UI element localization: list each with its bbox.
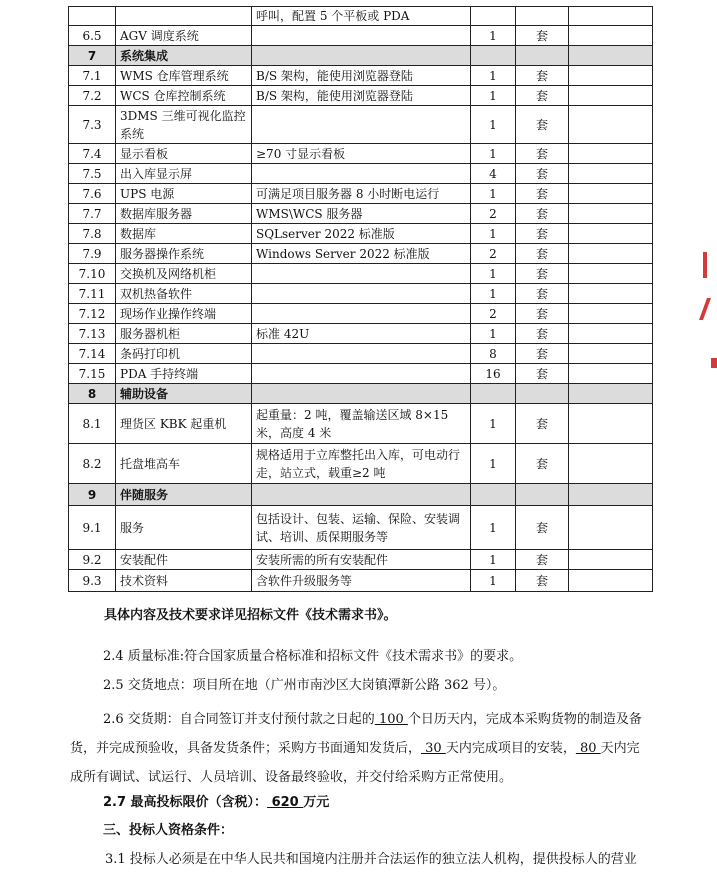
row-spec [252, 26, 471, 46]
row-qty: 2 [471, 304, 516, 324]
paragraph-2-6 [70, 705, 646, 792]
row-name: 数据库服务器 [116, 204, 252, 224]
row-spec: 起重量：2 吨，覆盖输送区域 8×15 米，高度 4 米 [252, 404, 471, 444]
row-qty: 1 [471, 144, 516, 164]
install-days: 30 [421, 741, 446, 756]
row-name: 托盘堆高车 [116, 444, 252, 484]
table-row [69, 550, 653, 570]
row-note [569, 7, 653, 26]
row-note [569, 46, 653, 66]
row-name: 系统集成 [116, 46, 252, 66]
row-number: 8 [69, 384, 116, 404]
table-row [69, 204, 653, 224]
row-unit: 套 [516, 550, 569, 570]
row-note [569, 244, 653, 264]
row-spec [252, 344, 471, 364]
row-qty [471, 7, 516, 26]
row-spec: 规格适用于立库整托出入库，可电动行走，站立式，载重≥2 吨 [252, 444, 471, 484]
row-unit [516, 46, 569, 66]
row-note [569, 204, 653, 224]
table-row [69, 284, 653, 304]
row-note [569, 164, 653, 184]
row-unit: 套 [516, 106, 569, 144]
row-spec [252, 484, 471, 506]
table-row [69, 324, 653, 344]
row-spec: SQLserver 2022 标准版 [252, 224, 471, 244]
row-number: 7.1 [69, 66, 116, 86]
row-unit: 套 [516, 264, 569, 284]
row-number: 9.3 [69, 570, 116, 592]
row-spec: B/S 架构，能使用浏览器登陆 [252, 66, 471, 86]
row-note [569, 570, 653, 592]
table-row [69, 444, 653, 484]
row-qty: 1 [471, 324, 516, 344]
row-name: WMS 仓库管理系统 [116, 66, 252, 86]
row-name: 3DMS 三维可视化监控系统 [116, 106, 252, 144]
p26-part-c: 天内完成项目的安装， [445, 741, 576, 756]
row-name: 辅助设备 [116, 384, 252, 404]
row-name: 服务 [116, 506, 252, 550]
row-spec [252, 164, 471, 184]
row-number: 6.5 [69, 26, 116, 46]
p26-part-a: 2.6 交货期：自合同签订并支付预付款之日起的 [103, 712, 375, 727]
row-name: 交换机及网络机柜 [116, 264, 252, 284]
row-qty: 1 [471, 506, 516, 550]
row-number: 7.6 [69, 184, 116, 204]
row-spec [252, 304, 471, 324]
table-row [69, 144, 653, 164]
table-row [69, 184, 653, 204]
row-number: 7.12 [69, 304, 116, 324]
row-number: 8.1 [69, 404, 116, 444]
row-qty: 1 [471, 570, 516, 592]
row-unit: 套 [516, 164, 569, 184]
table-row [69, 106, 653, 144]
row-unit [516, 384, 569, 404]
row-qty: 16 [471, 364, 516, 384]
seal-fragment-3 [711, 358, 717, 368]
row-unit [516, 7, 569, 26]
seal-fragment-1 [703, 252, 717, 278]
row-qty: 1 [471, 106, 516, 144]
row-number [69, 7, 116, 26]
row-name: 服务器操作系统 [116, 244, 252, 264]
row-unit: 套 [516, 570, 569, 592]
row-spec: 安装所需的所有安装配件 [252, 550, 471, 570]
row-number: 7.7 [69, 204, 116, 224]
row-unit: 套 [516, 204, 569, 224]
row-spec: 可满足项目服务器 8 小时断电运行 [252, 184, 471, 204]
row-name: 安装配件 [116, 550, 252, 570]
row-number: 8.2 [69, 444, 116, 484]
row-unit: 套 [516, 244, 569, 264]
row-name: 数据库 [116, 224, 252, 244]
row-unit: 套 [516, 506, 569, 550]
row-note [569, 224, 653, 244]
row-unit: 套 [516, 284, 569, 304]
row-note [569, 344, 653, 364]
row-number: 7.15 [69, 364, 116, 384]
row-note [569, 404, 653, 444]
row-qty: 1 [471, 284, 516, 304]
row-unit [516, 484, 569, 506]
row-note [569, 444, 653, 484]
row-name: UPS 电源 [116, 184, 252, 204]
row-note [569, 26, 653, 46]
row-spec: B/S 架构，能使用浏览器登陆 [252, 86, 471, 106]
row-spec [252, 284, 471, 304]
row-number: 7.3 [69, 106, 116, 144]
row-note [569, 364, 653, 384]
row-unit: 套 [516, 344, 569, 364]
row-qty: 2 [471, 204, 516, 224]
row-note [569, 506, 653, 550]
row-unit: 套 [516, 224, 569, 244]
row-qty [471, 384, 516, 404]
row-note [569, 86, 653, 106]
row-number: 7.9 [69, 244, 116, 264]
row-number: 7.2 [69, 86, 116, 106]
row-name: PDA 手持终端 [116, 364, 252, 384]
table-row [69, 570, 653, 592]
row-name: 伴随服务 [116, 484, 252, 506]
row-qty: 1 [471, 184, 516, 204]
row-name: 理货区 KBK 起重机 [116, 404, 252, 444]
commission-days: 80 [575, 741, 601, 756]
row-qty [471, 46, 516, 66]
section-row [69, 484, 653, 506]
p26-part-d: 天内完成所有调试、试运行、人员培训、设备最终验收，并交付给采购方正常使用。 [70, 741, 640, 785]
row-qty: 1 [471, 66, 516, 86]
row-unit: 套 [516, 26, 569, 46]
row-unit: 套 [516, 444, 569, 484]
table-row [69, 264, 653, 284]
row-unit: 套 [516, 404, 569, 444]
row-name: 双机热备软件 [116, 284, 252, 304]
table-row [69, 86, 653, 106]
row-note [569, 550, 653, 570]
equipment-spec-table [68, 6, 653, 592]
row-note [569, 264, 653, 284]
row-spec: 含软件升级服务等 [252, 570, 471, 592]
row-qty: 1 [471, 26, 516, 46]
row-number: 7.5 [69, 164, 116, 184]
row-spec: 包括设计、包装、运输、保险、安装调试、培训、质保期服务等 [252, 506, 471, 550]
seal-fragment-2 [699, 298, 717, 320]
row-number: 7.8 [69, 224, 116, 244]
paragraph-2-7 [103, 793, 683, 813]
table-row [69, 7, 653, 26]
row-name: 出入库显示屏 [116, 164, 252, 184]
row-name: AGV 调度系统 [116, 26, 252, 46]
row-spec: Windows Server 2022 标准版 [252, 244, 471, 264]
table-row [69, 344, 653, 364]
row-unit: 套 [516, 364, 569, 384]
row-name: 现场作业操作终端 [116, 304, 252, 324]
row-note [569, 304, 653, 324]
row-spec [252, 106, 471, 144]
section-3-heading: 三、投标人资格条件： [103, 823, 234, 838]
row-note [569, 184, 653, 204]
table-row [69, 26, 653, 46]
row-spec [252, 384, 471, 404]
delivery-days: 100 [374, 712, 408, 727]
row-name: WCS 仓库控制系统 [116, 86, 252, 106]
row-qty: 1 [471, 264, 516, 284]
paragraph-2-4: 2.4 质量标准:符合国家质量合格标准和招标文件《技术需求书》的要求。 [103, 649, 523, 664]
table-row [69, 66, 653, 86]
row-qty: 1 [471, 86, 516, 106]
row-unit: 套 [516, 66, 569, 86]
row-spec: ≥70 寸显示看板 [252, 144, 471, 164]
row-number: 7.11 [69, 284, 116, 304]
table-row [69, 224, 653, 244]
row-spec: 标准 42U [252, 324, 471, 344]
row-unit: 套 [516, 304, 569, 324]
row-number: 9.1 [69, 506, 116, 550]
section-row [69, 384, 653, 404]
row-note [569, 324, 653, 344]
row-note [569, 106, 653, 144]
row-note [569, 384, 653, 404]
row-name: 服务器机柜 [116, 324, 252, 344]
p26-part-b: 个日历天内，完成本采购货物的制造及备货，并完成预验收，具备发货条件；采购方书面通知发货后， [70, 712, 642, 756]
row-number: 9 [69, 484, 116, 506]
row-qty: 4 [471, 164, 516, 184]
row-spec [252, 46, 471, 66]
row-unit: 套 [516, 144, 569, 164]
row-qty: 1 [471, 404, 516, 444]
row-number: 9.2 [69, 550, 116, 570]
row-qty: 1 [471, 550, 516, 570]
row-qty: 1 [471, 224, 516, 244]
table-row [69, 404, 653, 444]
table-row [69, 506, 653, 550]
row-note [569, 144, 653, 164]
row-note [569, 66, 653, 86]
table-row [69, 304, 653, 324]
row-spec [252, 364, 471, 384]
row-note [569, 484, 653, 506]
row-number: 7.14 [69, 344, 116, 364]
row-number: 7.13 [69, 324, 116, 344]
row-number: 7 [69, 46, 116, 66]
row-name: 条码打印机 [116, 344, 252, 364]
detail-note: 具体内容及技术要求详见招标文件《技术需求书》。 [104, 608, 397, 623]
row-number: 7.10 [69, 264, 116, 284]
row-name: 显示看板 [116, 144, 252, 164]
table-row [69, 164, 653, 184]
row-qty: 1 [471, 444, 516, 484]
spec-table-body [69, 7, 653, 592]
row-qty [471, 484, 516, 506]
paragraph-3-1: 3.1 投标人必须是在中华人民共和国境内注册并合法运作的独立法人机构，提供投标人的营业 [105, 852, 637, 867]
table-row [69, 244, 653, 264]
price-cap-label: 2.7 最高投标限价（含税）： [103, 795, 268, 810]
row-spec: 呼叫，配置 5 个平板或 PDA [252, 7, 471, 26]
row-number: 7.4 [69, 144, 116, 164]
row-spec: WMS\WCS 服务器 [252, 204, 471, 224]
row-name [116, 7, 252, 26]
row-unit: 套 [516, 86, 569, 106]
row-unit: 套 [516, 184, 569, 204]
price-cap-amount: 620 [267, 795, 304, 810]
row-qty: 8 [471, 344, 516, 364]
row-spec [252, 264, 471, 284]
row-unit: 套 [516, 324, 569, 344]
price-cap-unit: 万元 [303, 795, 330, 810]
row-note [569, 284, 653, 304]
row-qty: 2 [471, 244, 516, 264]
row-name: 技术资料 [116, 570, 252, 592]
paragraph-2-5: 2.5 交货地点：项目所在地（广州市南沙区大岗镇潭新公路 362 号）。 [103, 678, 506, 693]
table-row [69, 364, 653, 384]
section-row [69, 46, 653, 66]
